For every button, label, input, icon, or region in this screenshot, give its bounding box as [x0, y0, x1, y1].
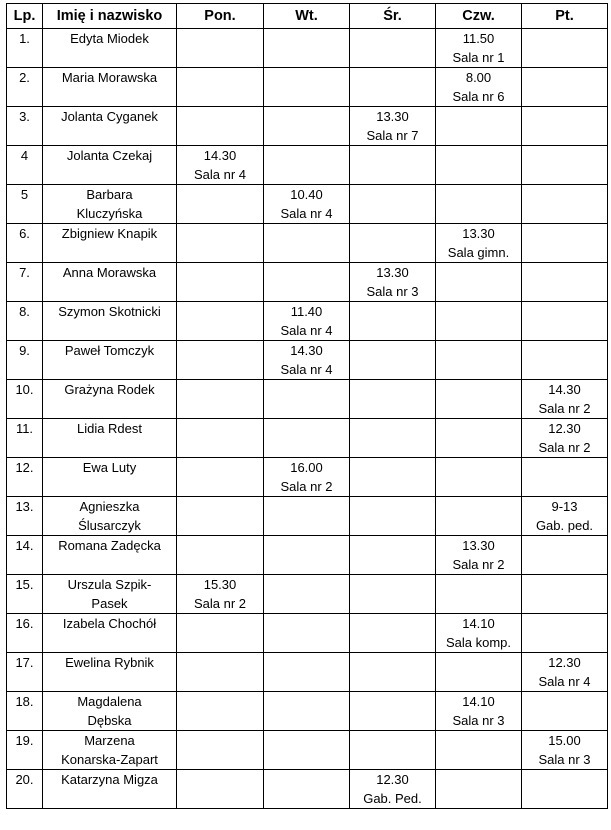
- cell-lp: [7, 653, 43, 692]
- cell-name-text: Lidia Rdest: [76, 421, 143, 436]
- cell-thu: [436, 107, 522, 146]
- cell-mon: [177, 497, 264, 536]
- cell-lp: [7, 107, 43, 146]
- table-row: [7, 29, 608, 68]
- cell-wed: [350, 380, 436, 419]
- cell-lp: [7, 224, 43, 263]
- cell-tue: [264, 536, 350, 575]
- cell-wed: [350, 29, 436, 68]
- cell-wed: [350, 653, 436, 692]
- cell-name-text: Izabela Chochół: [62, 616, 157, 631]
- cell-lp: [7, 419, 43, 458]
- cell-tue: [264, 380, 350, 419]
- cell-mon: [177, 380, 264, 419]
- cell-wed: [350, 107, 436, 146]
- cell-name: [43, 224, 177, 263]
- cell-wed: [350, 458, 436, 497]
- table-row: [7, 575, 608, 614]
- cell-thu-text: 13.30 Sala nr 2: [452, 538, 505, 572]
- cell-lp: [7, 614, 43, 653]
- cell-tue: [264, 146, 350, 185]
- cell-lp-text: 17.: [15, 655, 34, 670]
- cell-thu: [436, 536, 522, 575]
- cell-thu-text: 11.50 Sala nr 1: [452, 31, 505, 65]
- cell-name: [43, 419, 177, 458]
- cell-wed: [350, 341, 436, 380]
- cell-lp: [7, 536, 43, 575]
- cell-name: [43, 653, 177, 692]
- cell-fri: [522, 458, 608, 497]
- cell-tue-text: 16.00 Sala nr 2: [280, 460, 333, 494]
- cell-name: [43, 146, 177, 185]
- cell-mon: [177, 653, 264, 692]
- table-row: [7, 146, 608, 185]
- cell-name: [43, 107, 177, 146]
- cell-name: [43, 614, 177, 653]
- cell-lp-text: 19.: [15, 733, 34, 748]
- cell-lp-text: 11.: [15, 421, 34, 436]
- cell-lp: [7, 263, 43, 302]
- cell-mon: [177, 107, 264, 146]
- table-row: [7, 380, 608, 419]
- table-row: [7, 224, 608, 263]
- cell-thu: [436, 302, 522, 341]
- table-row: [7, 68, 608, 107]
- cell-name-text: Ewa Luty: [82, 460, 137, 475]
- cell-mon: [177, 29, 264, 68]
- cell-wed: [350, 536, 436, 575]
- cell-lp-text: 6.: [19, 226, 30, 241]
- cell-thu: [436, 341, 522, 380]
- cell-fri-text: 15.00 Sala nr 3: [538, 733, 591, 767]
- cell-fri: [522, 29, 608, 68]
- cell-fri: [522, 770, 608, 809]
- cell-lp-text: 18.: [15, 694, 34, 709]
- table-row: [7, 341, 608, 380]
- cell-thu: [436, 575, 522, 614]
- cell-tue: [264, 497, 350, 536]
- cell-fri: [522, 263, 608, 302]
- header-mon: Pon.: [177, 4, 264, 29]
- cell-lp-text: 16.: [15, 616, 34, 631]
- cell-tue: [264, 614, 350, 653]
- cell-wed: [350, 224, 436, 263]
- cell-mon: [177, 146, 264, 185]
- cell-lp-text: 15.: [15, 577, 34, 592]
- cell-name-text: Agnieszka Ślusarczyk: [78, 499, 141, 533]
- schedule-header: [7, 4, 608, 29]
- cell-name-text: Zbigniew Knapik: [61, 226, 158, 241]
- cell-mon: [177, 302, 264, 341]
- cell-fri: [522, 653, 608, 692]
- header-thu: Czw.: [436, 4, 522, 29]
- cell-name-text: Anna Morawska: [62, 265, 157, 280]
- header-tue: Wt.: [264, 4, 350, 29]
- cell-lp: [7, 302, 43, 341]
- table-row: [7, 770, 608, 809]
- cell-wed: [350, 68, 436, 107]
- cell-tue: [264, 107, 350, 146]
- cell-name: [43, 68, 177, 107]
- cell-fri: [522, 341, 608, 380]
- table-row: [7, 263, 608, 302]
- cell-mon-text: 15.30 Sala nr 2: [193, 577, 247, 611]
- header-lp: Lp.: [7, 4, 43, 29]
- cell-name: [43, 692, 177, 731]
- cell-tue-text: 11.40 Sala nr 4: [280, 304, 333, 338]
- table-row: [7, 107, 608, 146]
- cell-fri: [522, 419, 608, 458]
- cell-fri: [522, 614, 608, 653]
- cell-lp-text: 1.: [19, 31, 30, 46]
- cell-fri: [522, 497, 608, 536]
- cell-mon: [177, 692, 264, 731]
- cell-mon: [177, 458, 264, 497]
- cell-mon: [177, 185, 264, 224]
- cell-thu: [436, 653, 522, 692]
- cell-name-text: Romana Zadęcka: [58, 538, 161, 553]
- cell-wed: [350, 263, 436, 302]
- cell-fri: [522, 536, 608, 575]
- table-row: [7, 497, 608, 536]
- table-row: [7, 692, 608, 731]
- cell-lp: [7, 770, 43, 809]
- cell-thu: [436, 29, 522, 68]
- cell-tue-text: 14.30 Sala nr 4: [280, 343, 333, 377]
- cell-name: [43, 497, 177, 536]
- cell-name: [43, 770, 177, 809]
- header-row: [7, 4, 608, 29]
- cell-name-text: Edyta Miodek: [70, 31, 149, 46]
- cell-thu-text: 14.10 Sala komp.: [445, 616, 512, 650]
- cell-tue: [264, 575, 350, 614]
- cell-name: [43, 302, 177, 341]
- cell-lp-text: 13.: [15, 499, 34, 514]
- header-fri: Pt.: [522, 4, 608, 29]
- header-name: Imię i nazwisko: [43, 4, 177, 29]
- cell-lp: [7, 575, 43, 614]
- cell-fri: [522, 68, 608, 107]
- cell-thu-text: 13.30 Sala gimn.: [447, 226, 510, 260]
- cell-fri: [522, 731, 608, 770]
- cell-lp: [7, 68, 43, 107]
- cell-fri: [522, 224, 608, 263]
- cell-lp: [7, 29, 43, 68]
- cell-tue-text: 10.40 Sala nr 4: [280, 187, 333, 221]
- cell-wed: [350, 770, 436, 809]
- cell-wed: [350, 614, 436, 653]
- cell-name: [43, 380, 177, 419]
- cell-thu-text: 8.00 Sala nr 6: [452, 70, 505, 104]
- cell-lp-text: 3.: [19, 109, 30, 124]
- cell-fri: [522, 692, 608, 731]
- cell-wed: [350, 419, 436, 458]
- cell-thu: [436, 146, 522, 185]
- cell-thu: [436, 731, 522, 770]
- table-row: [7, 458, 608, 497]
- cell-name: [43, 731, 177, 770]
- cell-thu: [436, 380, 522, 419]
- cell-lp: [7, 341, 43, 380]
- cell-tue: [264, 653, 350, 692]
- cell-lp-text: 4: [20, 148, 29, 163]
- cell-fri: [522, 107, 608, 146]
- cell-mon: [177, 419, 264, 458]
- cell-fri: [522, 380, 608, 419]
- table-row: [7, 731, 608, 770]
- cell-thu: [436, 614, 522, 653]
- cell-wed: [350, 185, 436, 224]
- cell-wed: [350, 146, 436, 185]
- table-row: [7, 302, 608, 341]
- cell-tue: [264, 29, 350, 68]
- cell-tue: [264, 68, 350, 107]
- cell-name-text: Grażyna Rodek: [64, 382, 155, 397]
- cell-lp-text: 20.: [15, 772, 34, 787]
- cell-lp-text: 9.: [19, 343, 30, 358]
- cell-thu: [436, 263, 522, 302]
- cell-fri-text: 12.30 Sala nr 4: [538, 655, 591, 689]
- cell-wed: [350, 497, 436, 536]
- cell-mon: [177, 341, 264, 380]
- cell-thu: [436, 224, 522, 263]
- cell-name: [43, 536, 177, 575]
- cell-thu: [436, 419, 522, 458]
- cell-name-text: Szymon Skotnicki: [58, 304, 161, 319]
- cell-name-text: Magdalena Dębska: [77, 694, 142, 728]
- cell-mon-text: 14.30 Sala nr 4: [193, 148, 247, 182]
- cell-wed: [350, 731, 436, 770]
- cell-wed: [350, 302, 436, 341]
- cell-name-text: Maria Morawska: [61, 70, 158, 85]
- cell-mon: [177, 224, 264, 263]
- cell-tue: [264, 419, 350, 458]
- cell-tue: [264, 341, 350, 380]
- cell-name-text: Ewelina Rybnik: [65, 655, 154, 670]
- cell-wed: [350, 692, 436, 731]
- cell-thu: [436, 458, 522, 497]
- cell-fri: [522, 575, 608, 614]
- cell-tue: [264, 185, 350, 224]
- cell-name-text: Barbara Kluczyńska: [76, 187, 143, 221]
- cell-name-text: Katarzyna Migza: [61, 772, 158, 787]
- cell-tue: [264, 224, 350, 263]
- cell-name-text: Jolanta Czekaj: [66, 148, 153, 163]
- cell-name-text: Jolanta Cyganek: [61, 109, 158, 124]
- cell-tue: [264, 692, 350, 731]
- cell-lp-text: 12.: [15, 460, 34, 475]
- cell-wed-text: 13.30 Sala nr 7: [366, 109, 419, 143]
- cell-thu-text: 14.10 Sala nr 3: [452, 694, 505, 728]
- cell-thu: [436, 692, 522, 731]
- cell-fri: [522, 146, 608, 185]
- schedule-body: [7, 29, 608, 809]
- cell-fri: [522, 185, 608, 224]
- cell-name: [43, 458, 177, 497]
- cell-lp-text: 7.: [19, 265, 30, 280]
- table-row: [7, 536, 608, 575]
- cell-mon: [177, 731, 264, 770]
- cell-tue: [264, 263, 350, 302]
- cell-name-text: Marzena Konarska-Zapart: [61, 733, 158, 767]
- table-row: [7, 614, 608, 653]
- cell-name: [43, 341, 177, 380]
- cell-lp: [7, 458, 43, 497]
- table-row: [7, 419, 608, 458]
- cell-name: [43, 29, 177, 68]
- cell-lp-text: 8.: [19, 304, 30, 319]
- cell-tue: [264, 458, 350, 497]
- cell-tue: [264, 302, 350, 341]
- cell-mon: [177, 770, 264, 809]
- cell-mon: [177, 536, 264, 575]
- cell-wed-text: 12.30 Gab. Ped.: [363, 772, 422, 806]
- cell-thu: [436, 185, 522, 224]
- cell-name: [43, 263, 177, 302]
- cell-mon: [177, 575, 264, 614]
- cell-mon: [177, 614, 264, 653]
- cell-lp: [7, 497, 43, 536]
- cell-wed: [350, 575, 436, 614]
- cell-tue: [264, 770, 350, 809]
- header-wed: Śr.: [350, 4, 436, 29]
- cell-mon: [177, 68, 264, 107]
- cell-lp: [7, 731, 43, 770]
- cell-fri: [522, 302, 608, 341]
- cell-name-text: Paweł Tomczyk: [64, 343, 155, 358]
- cell-fri-text: 9-13 Gab. ped.: [535, 499, 594, 533]
- cell-lp-text: 2.: [19, 70, 30, 85]
- cell-thu: [436, 497, 522, 536]
- cell-name: [43, 185, 177, 224]
- cell-lp-text: 14.: [15, 538, 34, 553]
- schedule-table: [6, 3, 608, 809]
- cell-thu: [436, 68, 522, 107]
- cell-lp-text: 10.: [15, 382, 34, 397]
- cell-mon: [177, 263, 264, 302]
- cell-name: [43, 575, 177, 614]
- table-row: [7, 185, 608, 224]
- cell-thu: [436, 770, 522, 809]
- cell-lp: [7, 692, 43, 731]
- cell-lp-text: 5: [20, 187, 29, 202]
- cell-wed-text: 13.30 Sala nr 3: [366, 265, 419, 299]
- cell-lp: [7, 380, 43, 419]
- cell-fri-text: 14.30 Sala nr 2: [538, 382, 591, 416]
- cell-lp: [7, 146, 43, 185]
- cell-lp: [7, 185, 43, 224]
- cell-fri-text: 12.30 Sala nr 2: [538, 421, 591, 455]
- cell-tue: [264, 731, 350, 770]
- table-row: [7, 653, 608, 692]
- cell-name-text: Urszula Szpik- Pasek: [67, 577, 152, 611]
